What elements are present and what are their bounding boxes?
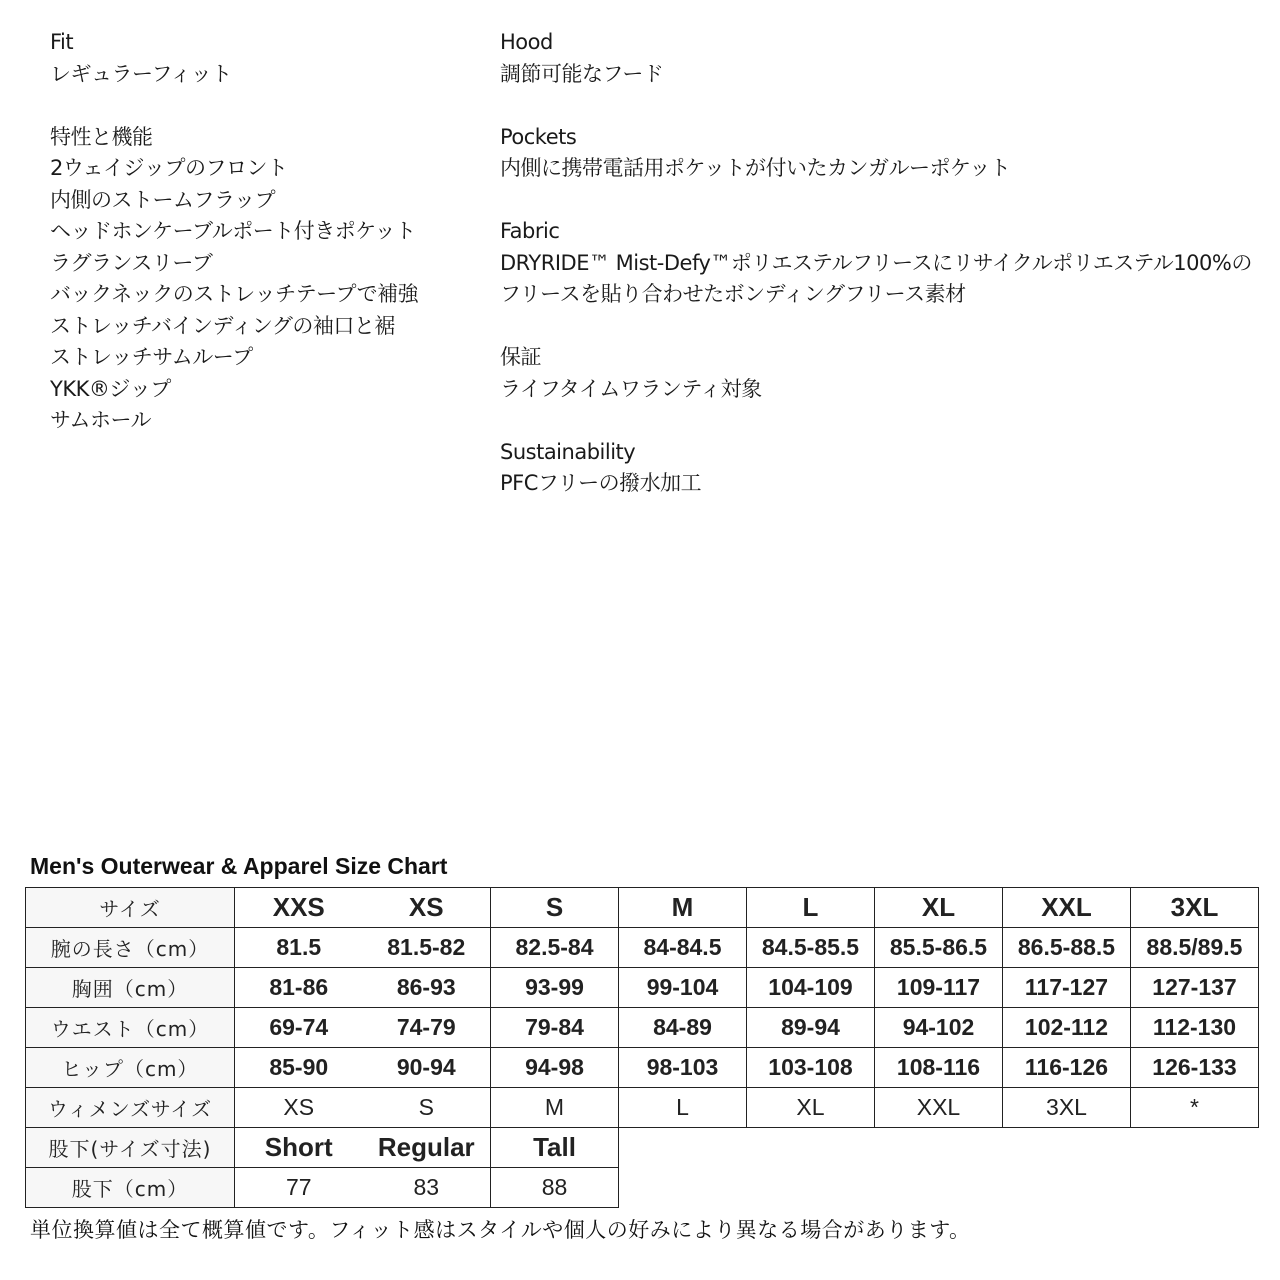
table-cell: 117-127: [1003, 968, 1131, 1008]
spec-heading: 特性と機能: [50, 124, 153, 149]
table-cell: 83: [363, 1168, 491, 1208]
spec-line: 2ウェイジップのフロント: [50, 156, 288, 180]
size-chart-title: Men's Outerwear & Apparel Size Chart: [30, 853, 448, 879]
spec-line: 内側のストームフラップ: [50, 187, 276, 212]
table-cell: 89-94: [747, 1008, 875, 1048]
table-cell: L: [619, 1088, 747, 1128]
spec-line: PFCフリーの撥水加工: [500, 471, 702, 495]
table-cell: 86-93: [363, 968, 491, 1008]
table-cell: 81.5-82: [363, 928, 491, 968]
table-cell: S: [363, 1088, 491, 1128]
spec-line: 内側に携帯電話用ポケットが付いたカンガルーポケット: [500, 156, 1011, 180]
table-cell: XXL: [875, 1088, 1003, 1128]
table-cell: 99-104: [619, 968, 747, 1008]
row-label-inseam: 股下（cm）: [26, 1168, 235, 1208]
table-cell: 94-102: [875, 1008, 1003, 1048]
right-spec-column: [500, 27, 1270, 531]
inseam-size-row: [26, 1128, 1259, 1168]
spec-section-features: [50, 122, 480, 437]
table-cell: 112-130: [1131, 1008, 1259, 1048]
row-label-inseam-size: 股下(サイズ寸法): [26, 1128, 235, 1168]
spec-line: バックネックのストレッチテープで補強: [50, 282, 419, 306]
table-cell: 84-89: [619, 1008, 747, 1048]
table-cell: 98-103: [619, 1048, 747, 1088]
spec-heading: Fit: [50, 30, 74, 54]
spec-line: DRYRIDE™ Mist-Defy™ポリエステルフリースにリサイクルポリエステル100%の: [500, 250, 1252, 275]
spec-heading: 保証: [500, 345, 541, 369]
inseam-size-cell: Regular: [363, 1128, 491, 1168]
table-cell: 74-79: [363, 1008, 491, 1048]
empty-cell: [619, 1128, 1259, 1168]
table-cell: 126-133: [1131, 1048, 1259, 1088]
table-cell: 84.5-85.5: [747, 928, 875, 968]
inseam-size-cell: Tall: [491, 1128, 619, 1168]
spec-line: YKK®ジップ: [50, 376, 171, 401]
table-cell: 104-109: [747, 968, 875, 1008]
table-cell: 3XL: [1003, 1088, 1131, 1128]
spec-heading: Fabric: [500, 219, 560, 243]
inseam-size-cell: Short: [235, 1128, 363, 1168]
table-cell: 81.5: [235, 928, 363, 968]
spec-section-hood: [500, 27, 1270, 90]
spec-section-sustainability: [500, 437, 1270, 500]
spec-section-fabric: [500, 216, 1270, 311]
table-row: [26, 928, 1259, 968]
table-cell: 109-117: [875, 968, 1003, 1008]
womens-size-row: [26, 1088, 1259, 1128]
table-row: [26, 1008, 1259, 1048]
spec-line: サムホール: [50, 408, 152, 432]
spec-line: フリースを貼り合わせたボンディングフリース素材: [500, 282, 966, 306]
table-cell: 84-84.5: [619, 928, 747, 968]
table-cell: 127-137: [1131, 968, 1259, 1008]
spec-section-pockets: [500, 122, 1270, 185]
table-cell: M: [491, 1088, 619, 1128]
table-cell: XL: [747, 1088, 875, 1128]
row-label-hip: ヒップ（cm）: [26, 1048, 235, 1088]
spec-section-fit: [50, 27, 480, 90]
size-cell: XXL: [1003, 888, 1131, 928]
spec-line: ラグランスリーブ: [50, 250, 213, 275]
size-cell: XS: [363, 888, 491, 928]
table-cell: 88.5/89.5: [1131, 928, 1259, 968]
table-cell: 88: [491, 1168, 619, 1208]
table-cell: 85-90: [235, 1048, 363, 1088]
spec-line: ライフタイムワランティ対象: [500, 376, 762, 401]
row-label-waist: ウエスト（cm）: [26, 1008, 235, 1048]
row-label-arm-length: 腕の長さ（cm）: [26, 928, 235, 968]
table-row: [26, 968, 1259, 1008]
spec-heading: Pockets: [500, 124, 577, 149]
row-label-chest: 胸囲（cm）: [26, 968, 235, 1008]
spec-line: レギュラーフィット: [50, 61, 232, 86]
empty-cell: [619, 1168, 1259, 1208]
table-cell: XS: [235, 1088, 363, 1128]
spec-section-warranty: [500, 342, 1270, 405]
table-cell: 102-112: [1003, 1008, 1131, 1048]
table-cell: 86.5-88.5: [1003, 928, 1131, 968]
row-label-womens-size: ウィメンズサイズ: [26, 1088, 235, 1128]
table-cell: 77: [235, 1168, 363, 1208]
table-cell: 94-98: [491, 1048, 619, 1088]
table-cell: 82.5-84: [491, 928, 619, 968]
spec-line: ヘッドホンケーブルポート付きポケット: [50, 219, 416, 243]
table-cell: 85.5-86.5: [875, 928, 1003, 968]
table-cell: 116-126: [1003, 1048, 1131, 1088]
table-cell: 90-94: [363, 1048, 491, 1088]
table-cell: 93-99: [491, 968, 619, 1008]
size-chart-footnote: 単位換算値は全て概算値です。フィット感はスタイルや個人の好みにより異なる場合があります。: [30, 1218, 971, 1242]
left-spec-column: [50, 27, 480, 468]
size-cell: S: [491, 888, 619, 928]
spec-line: ストレッチサムループ: [50, 345, 253, 369]
spec-heading: Hood: [500, 30, 553, 54]
inseam-row: [26, 1168, 1259, 1208]
spec-line: ストレッチバインディングの袖口と裾: [50, 313, 395, 338]
size-label-cell: サイズ: [26, 888, 235, 928]
size-cell: XL: [875, 888, 1003, 928]
table-cell: 81-86: [235, 968, 363, 1008]
size-chart-table: [25, 887, 1259, 1208]
table-cell: 69-74: [235, 1008, 363, 1048]
table-cell: 79-84: [491, 1008, 619, 1048]
size-cell: M: [619, 888, 747, 928]
size-cell: XXS: [235, 888, 363, 928]
size-cell: 3XL: [1131, 888, 1259, 928]
table-cell: 108-116: [875, 1048, 1003, 1088]
spec-line: 調節可能なフード: [500, 61, 664, 86]
spec-heading: Sustainability: [500, 439, 636, 464]
table-cell: *: [1131, 1088, 1259, 1128]
table-row: [26, 1048, 1259, 1088]
table-cell: 103-108: [747, 1048, 875, 1088]
size-cell: L: [747, 888, 875, 928]
size-header-row: [26, 888, 1259, 928]
